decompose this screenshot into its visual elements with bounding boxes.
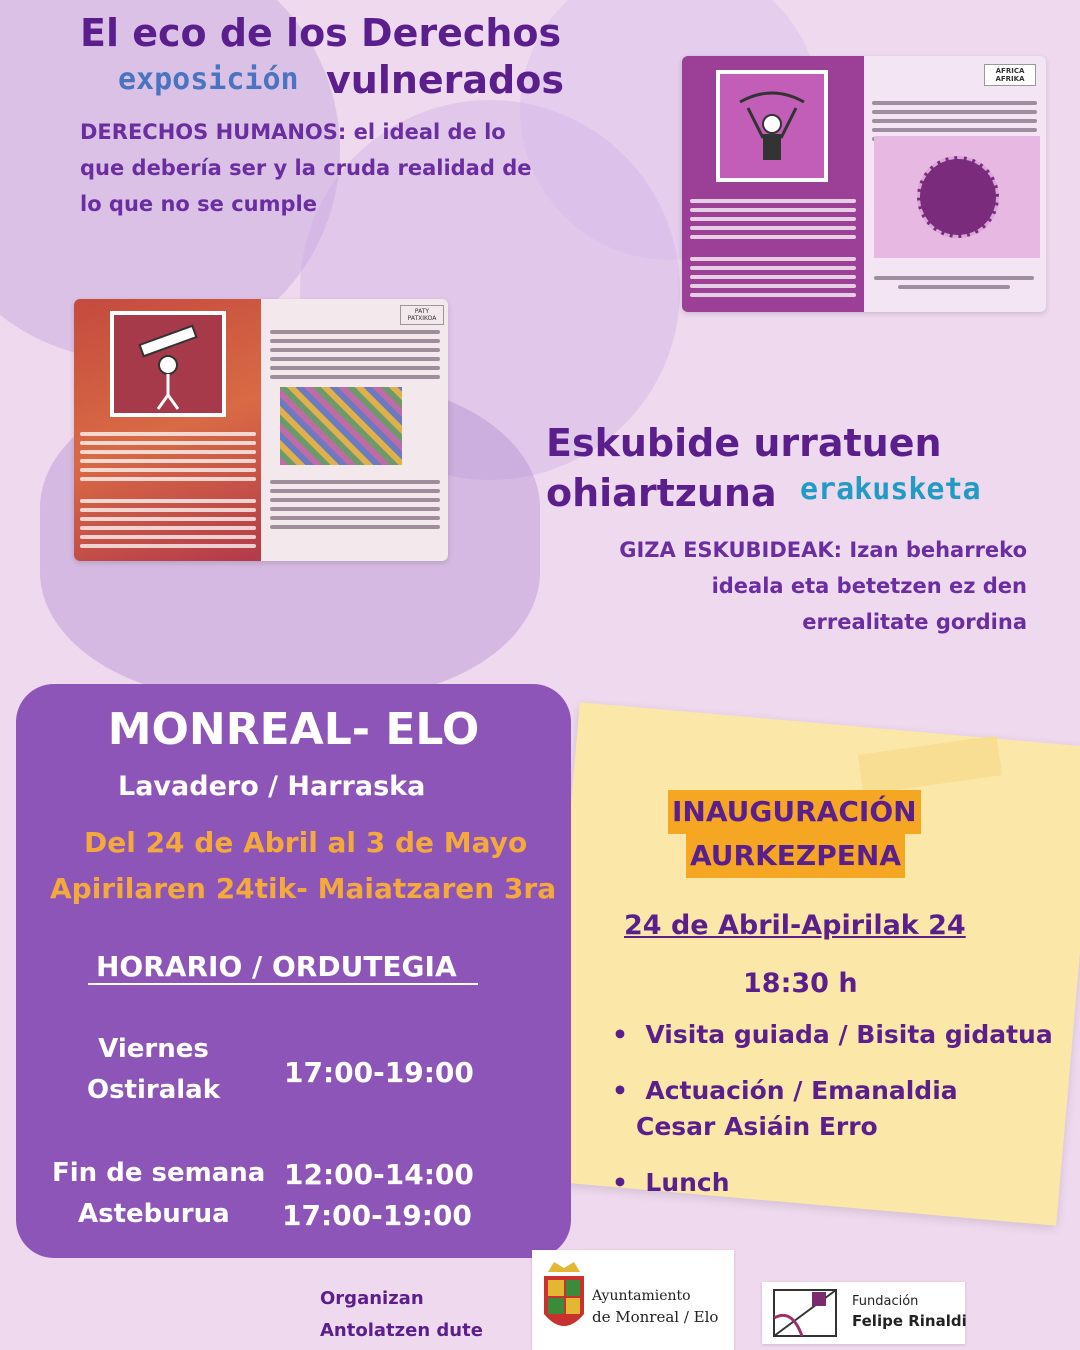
town-name: MONREAL- ELO [107,704,480,755]
subtitle-eu-line: ideala eta betetzen ez den [711,574,1027,598]
subtitle-eu [540,532,1027,640]
panel-text-block [80,427,256,553]
logo-fundacion-line1: Fundación [852,1294,919,1309]
exhibition-panel-work [74,299,448,561]
list-item-label: Lunch [645,1168,730,1197]
dates-es: Del 24 de Abril al 3 de Mayo [84,826,528,859]
panel-tag: ÁFRICA AFRIKA [984,64,1036,86]
inauguration-heading [668,790,921,878]
schedule-hours: 12:00-14:00 [284,1158,474,1191]
tag-erakusketa: erakusketa [800,472,981,507]
dates-eu: Apirilaren 24tik- Maiatzaren 3ra [50,872,557,905]
panel-text-block [690,194,856,302]
list-item-label: Actuación / Emanaldia [645,1076,958,1105]
panel-tag: PATY PATXIKOA [400,305,444,325]
schedule-hours: 17:00-19:00 [282,1199,472,1232]
schedule-day-es: Fin de semana [52,1158,266,1188]
panel-right-text [270,325,440,384]
panel-footer-text [874,271,1034,294]
panel-illustration [110,311,226,417]
schedule-hours: 17:00-19:00 [284,1056,474,1089]
bullet-icon: • [612,1076,646,1105]
subtitle-es [80,114,580,222]
logo-ayuntamiento-line2: de Monreal / Elo [592,1308,719,1326]
venue: Lavadero / Harraska [118,771,426,802]
title-es-line1: El eco de los Derechos [80,11,562,55]
schedule-day-es: Viernes [98,1034,209,1064]
organizers-label-es: Organizan [320,1288,424,1309]
organizers-label [320,1283,483,1347]
subtitle-es-line: lo que no se cumple [80,192,317,216]
panel-illustration [716,70,828,182]
logo-fundacion [762,1282,965,1344]
bullet-icon: • [612,1020,646,1049]
fundacion-logo-icon [772,1288,838,1338]
subtitle-eu-line: errealitate gordina [802,610,1027,634]
location-info-box [16,684,571,1258]
list-item [612,1076,958,1105]
panel-right-text [270,475,440,534]
logo-fundacion-line2: Felipe Rinaldi [852,1312,967,1330]
panel-mandala-circle [917,156,999,238]
logo-ayuntamiento [532,1250,734,1350]
title-eu-line2: ohiartzuna [546,471,777,515]
bullet-icon: • [612,1168,646,1197]
subtitle-es-line: que debería ser y la cruda realidad de [80,156,532,180]
chained-figure-icon [720,74,824,178]
list-item [612,1020,1053,1049]
exhibition-panel-africa [682,56,1046,312]
inauguration-heading-line: AURKEZPENA [686,834,905,878]
title-eu-line1: Eskubide urratuen [546,421,942,465]
schedule-day-eu: Asteburua [78,1199,230,1229]
inauguration-heading-line: INAUGURACIÓN [668,790,921,834]
list-item-label: Visita guiada / Bisita gidatua [645,1020,1053,1049]
inauguration-date: 24 de Abril-Apirilak 24 [624,910,966,941]
inauguration-time: 18:30 h [743,968,858,999]
logo-ayuntamiento-line1: Ayuntamiento [592,1288,691,1304]
subtitle-eu-line: GIZA ESKUBIDEAK: Izan beharreko [619,538,1027,562]
subtitle-es-line: DERECHOS HUMANOS: el ideal de lo [80,120,506,144]
title-es-line2: vulnerados [326,58,564,102]
schedule-heading: HORARIO / ORDUTEGIA [88,950,478,985]
list-item [612,1168,730,1197]
tag-exposicion: exposición [118,62,299,97]
organizers-label-eu: Antolatzen dute [320,1320,483,1341]
list-item-continued: Cesar Asiáin Erro [636,1112,878,1141]
schedule-day-eu: Ostiralak [86,1075,221,1105]
sticky-note [538,702,1080,1225]
worker-carrying-icon [114,315,222,413]
coat-of-arms-icon [540,1258,588,1342]
panel-photo-collage [280,387,402,465]
